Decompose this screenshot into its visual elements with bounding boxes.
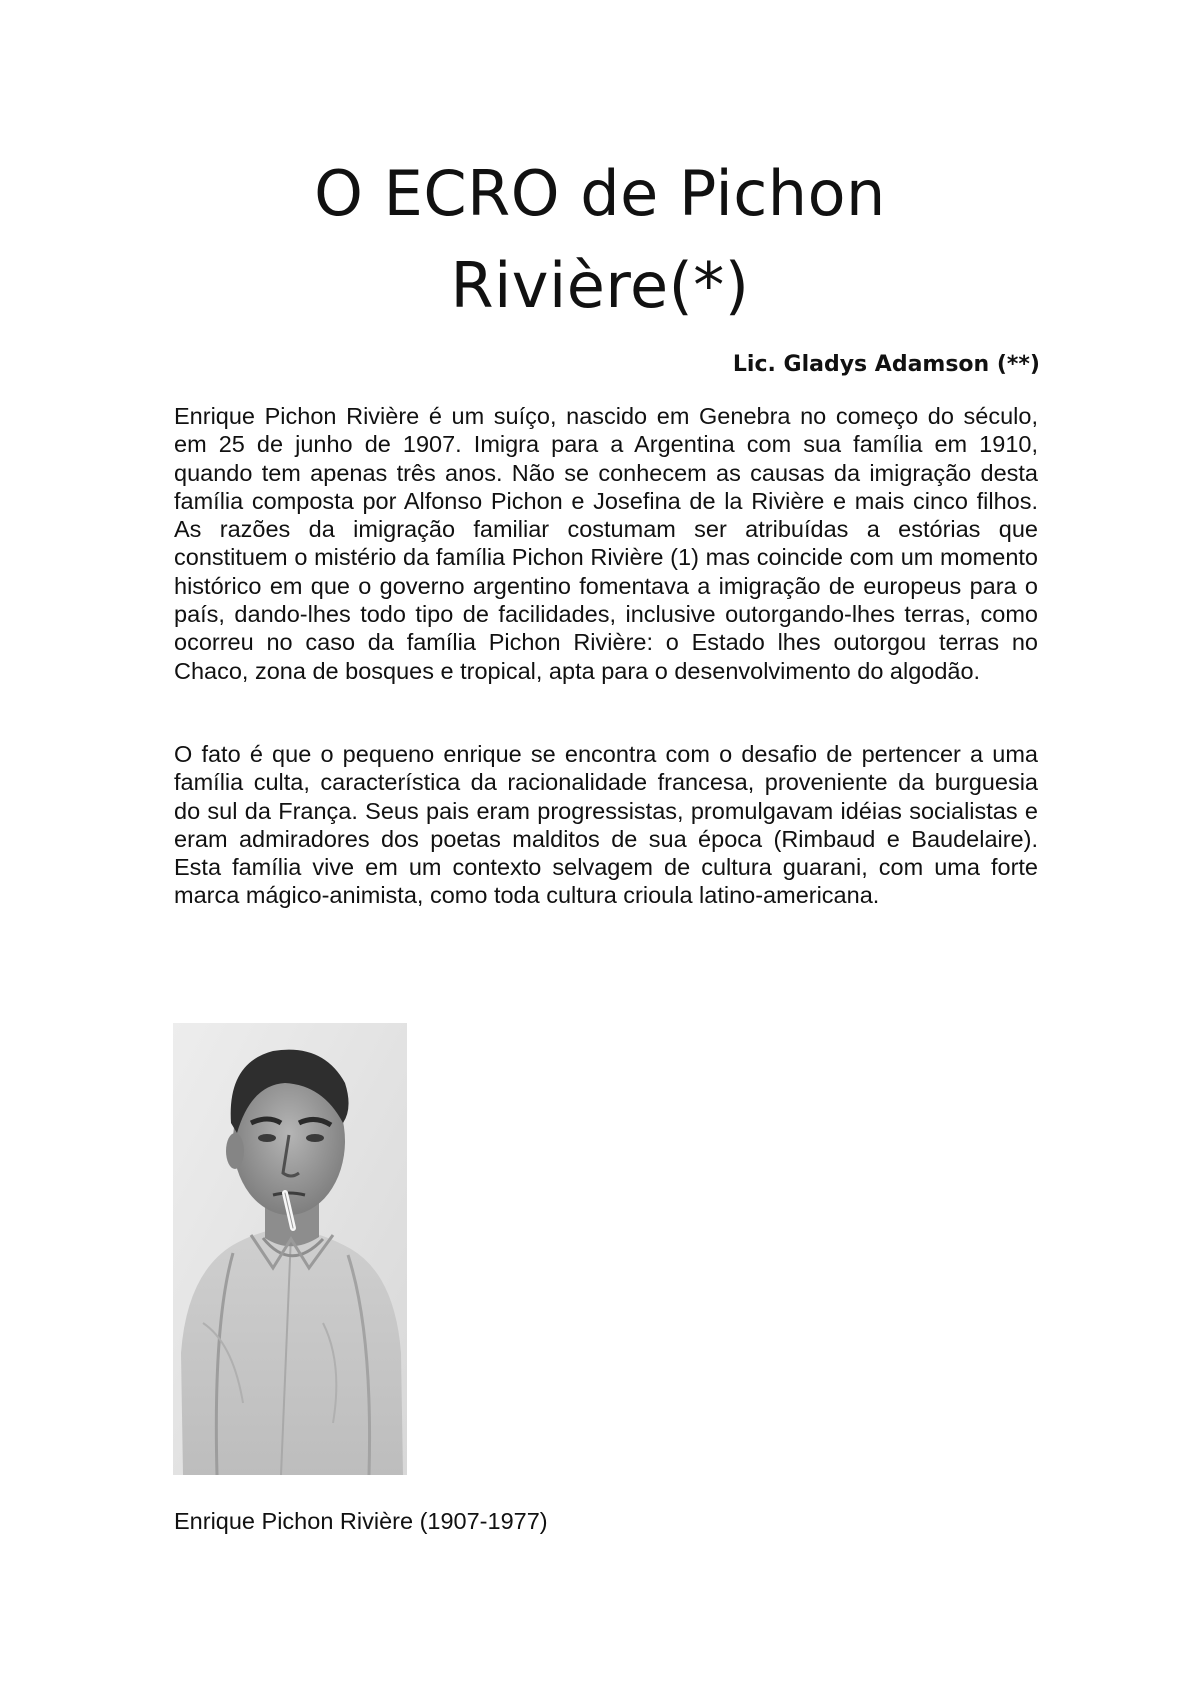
photo-caption: Enrique Pichon Rivière (1907-1977) (174, 1508, 548, 1534)
document-title (150, 148, 1050, 332)
body-paragraph-1: Enrique Pichon Rivière é um suíço, nascido em Genebra no começo do século, em 25 de junho de 1907. Imigra para a Argentina com sua família em 1910, quando tem apenas três anos. Não se conhecem as causas da imigração desta família composta por Alfonso Pichon e Josefina de la Rivière e mais cinco filhos. As razões da imigração familiar costumam ser atribuídas a estórias que constituem o mistério da família Pichon Rivière (1) mas coincide com um momento histórico em que o governo argentino fomentava a imigração de europeus para o país, dando-lhes todo tipo de facilidades, inclusive outorgando-lhes terras, como ocorreu no caso da família Pichon Rivière: o Estado lhes outorgou terras no Chaco, zona de bosques e tropical, apta para o desenvolvimento do algodão. (174, 403, 1038, 684)
portrait-photo (173, 1023, 407, 1475)
body-paragraph-2: O fato é que o pequeno enrique se encontra com o desafio de pertencer a uma família culta, característica da racionalidade francesa, proveniente da burguesia do sul da França. Seus pais eram progressistas, promulgavam idéias socialistas e eram admiradores dos poetas malditos de sua época (Rimbaud e Baudelaire). Esta família vive em um contexto selvagem de cultura guarani, com uma forte marca mágico-animista, como toda cultura crioula latino-americana. (174, 741, 1038, 909)
portrait-photo-illustration (173, 1023, 407, 1475)
title-line-2: Rivière(*) (450, 249, 750, 322)
title-line-1: O ECRO de Pichon (314, 157, 886, 230)
author-line: Lic. Gladys Adamson (**) (732, 352, 1040, 377)
